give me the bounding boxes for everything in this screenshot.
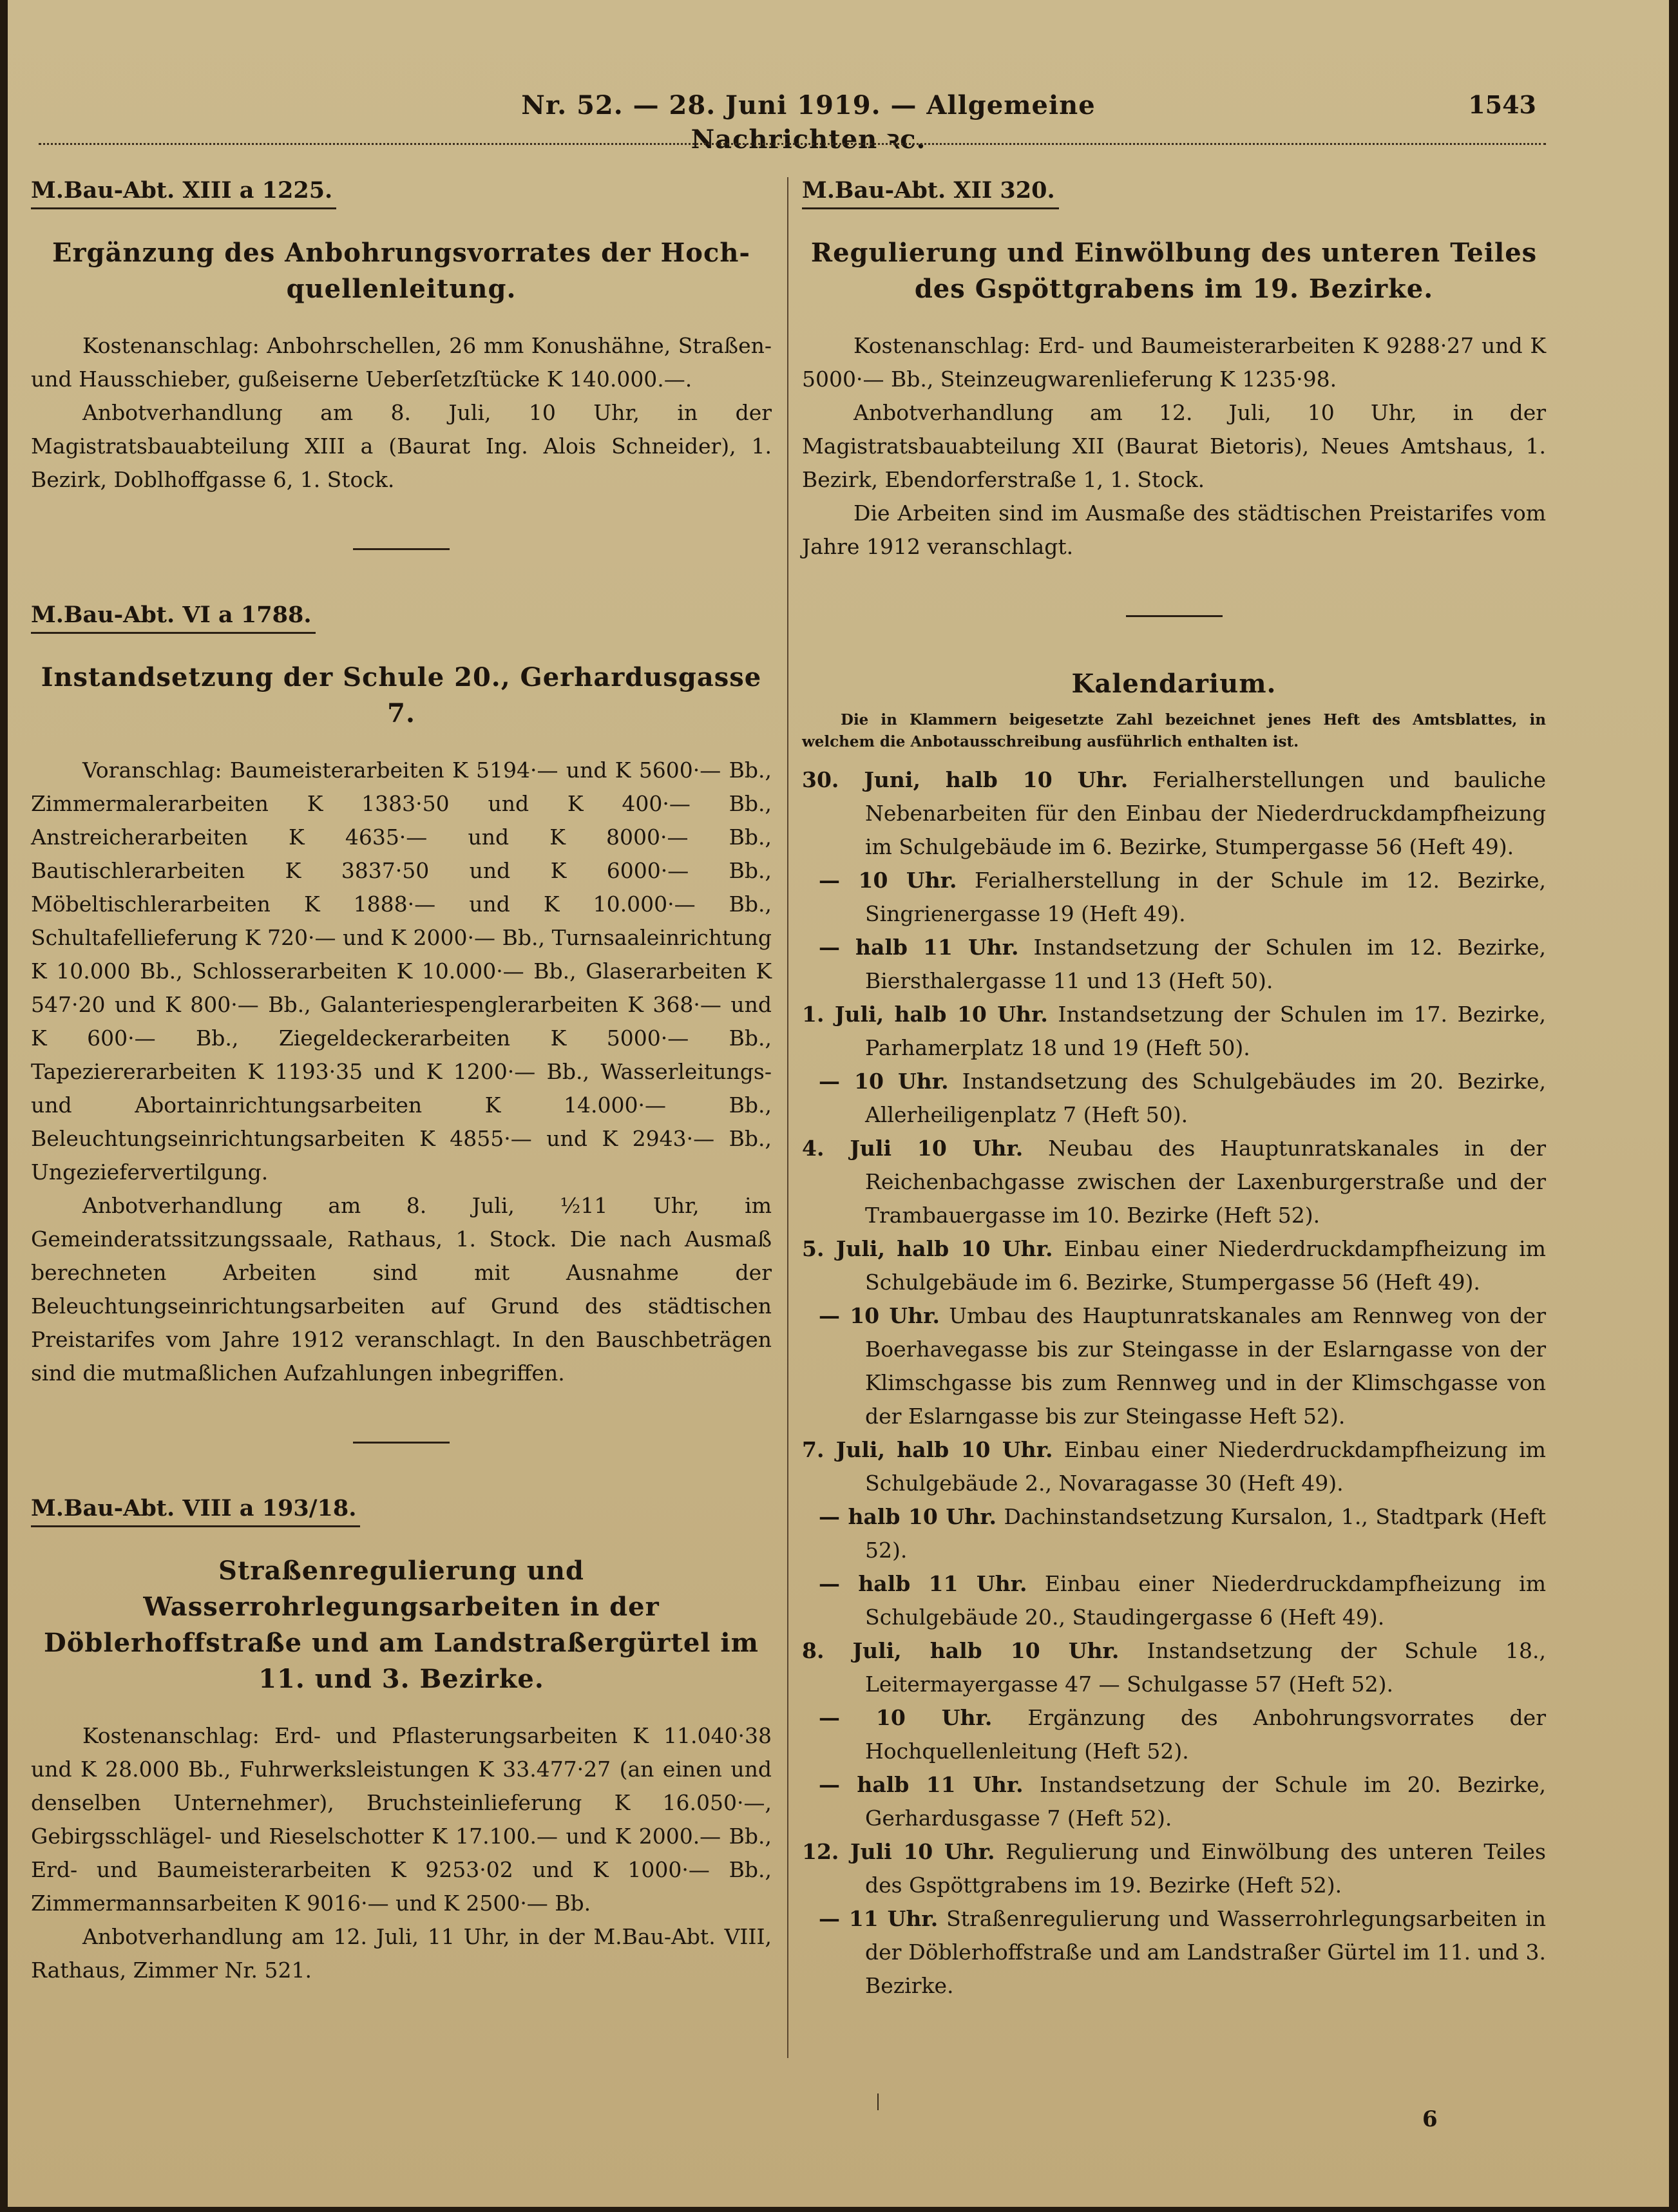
notice-strassenregulierung — [31, 1495, 772, 1987]
calendar-entry-text: Einbau einer Niederdruckdampfheizung im Schulgebäude im 6. Bezirke, Stumpergasse 56 (Heft 49). — [865, 1236, 1546, 1295]
calendar-entry-time: — halb 11 Uhr. — [819, 1571, 1027, 1596]
scan-edge-left — [0, 0, 8, 2212]
calendar-entry-time: — halb 11 Uhr. — [819, 935, 1019, 960]
calendar-note: Die in Klammern beigesetzte Zahl bezeichnet jenes Heft des Amtsblattes, in welchem die Anbotausschreibung ausführlich enthalten ist. — [802, 711, 1546, 750]
calendar-entries — [802, 763, 1546, 2003]
calendar-entry-time: 7. Juli, halb 10 Uhr. — [802, 1437, 1053, 1462]
calendar-entry — [802, 1567, 1546, 1634]
calendar-entry-text: Instandsetzung der Schulen im 12. Bezirke, Biersthalergasse 11 und 13 (Heft 50). — [865, 935, 1546, 993]
calendar-entry-time: 5. Juli, halb 10 Uhr. — [802, 1236, 1053, 1261]
calendar-entry — [802, 763, 1546, 864]
calendar-entry — [802, 1433, 1546, 1500]
calendar-entry-time: — 11 Uhr. — [819, 1906, 939, 1931]
calendar-entry-time: 1. Juli, halb 10 Uhr. — [802, 1002, 1048, 1027]
notice-title: Straßenregulierung und Wasserrohrlegungsarbeiten in der Döblerhoffstraße und am Landstraßergürtel im 11. und 3. Bezirke. — [44, 1556, 759, 1694]
calendar-entry — [802, 1634, 1546, 1701]
department-reference: M.Bau-Abt. VI a 1788. — [31, 602, 316, 634]
calendar-entry-text: Neubau des Hauptunratskanales in der Reichenbachgasse zwischen der Laxenburgerstraße und der Trambauergasse im 10. Bezirke (Heft 52). — [865, 1136, 1546, 1228]
calendar-entry — [802, 998, 1546, 1065]
notice-paragraph: Anbotverhandlung am 8. Juli, 10 Uhr, in der Magistratsbauabteilung XIII a (Baurat Ing. Alois Schneider), 1. Bezirk, Doblhoffgasse 6, 1. Stock. — [31, 400, 772, 492]
notice-paragraph: Die Arbeiten sind im Ausmaße des städtischen Preistarifes vom Jahre 1912 veranschlagt. — [802, 501, 1546, 559]
calendar-entry-text: Instandsetzung der Schule 18., Leitermayergasse 47 — Schulgasse 57 (Heft 52). — [865, 1638, 1546, 1697]
header-rule — [39, 143, 1546, 145]
notice-paragraph: Kostenanschlag: Anbohrschellen, 26 mm Konushähne, Straßen- und Hausschieber, gußeiserne Ueberſetzſtücke K 140.000.—. — [31, 333, 772, 392]
scan-edge-right — [1669, 0, 1678, 2212]
calendar-entry — [802, 864, 1546, 931]
column-divider — [787, 177, 788, 2058]
calendar-entry-text: Ergänzung des Anbohrungsvorrates der Hochquellenleitung (Heft 52). — [865, 1705, 1546, 1764]
calendar-entry — [802, 1299, 1546, 1433]
running-title: Nr. 52. — 28. Juni 1919. — Allgemeine Nachrichten ꝛc. — [521, 90, 1096, 155]
notice-paragraph: Anbotverhandlung am 8. Juli, ½11 Uhr, im Gemeinderatssitzungssaale, Rathaus, 1. Stock. Die nach Ausmaß berechneten Arbeiten sind mit Ausnahme der Beleuchtungseinrichtungsarbeiten auf Grund des städtischen Preistarifes vom Jahre 1912 veranschlagt. In den Bauschbeträgen sind die mutmaßlichen Aufzahlungen inbegriffen. — [31, 1193, 772, 1386]
notice-paragraph: Anbotverhandlung am 12. Juli, 11 Uhr, in der M.Bau-Abt. VIII, Rathaus, Zimmer Nr. 521. — [31, 1924, 772, 1983]
department-reference: M.Bau-Abt. XII 320. — [802, 177, 1059, 209]
calendar-entry-time: — 10 Uhr. — [819, 1303, 940, 1328]
calendar-entry-text: Instandsetzung der Schule im 20. Bezirke, Gerhardusgasse 7 (Heft 52). — [865, 1772, 1546, 1831]
notice-paragraph: Kostenanschlag: Erd- und Pflasterungsarbeiten K 11.040·38 und K 28.000 Bb., Fuhrwerksleistungen K 33.477·27 (an einen und denselben Unternehmer), Bruchsteinlieferung K 16.050·—, Gebirgsschlägel- und Rieselschotter K 17.100.— und K 2000.— Bb., Erd- und Baumeisterarbeiten K 9253·02 und K 1000·— Bb., Zimmermannsarbeiten K 9016·— und K 2500·— Bb. — [31, 1723, 772, 1916]
notice-title: Regulierung und Einwölbung des unteren Teiles des Gspöttgrabens im 19. Bezirke. — [810, 238, 1538, 304]
department-reference: M.Bau-Abt. XIII a 1225. — [31, 177, 336, 209]
left-column — [31, 177, 772, 1987]
calendar-entry-time: — 10 Uhr. — [819, 1069, 949, 1094]
section-rule — [353, 548, 450, 550]
notice-title: Ergänzung des Anbohrungsvorrates der Hoch-quellenleitung. — [52, 238, 751, 304]
notice-anbohrung — [31, 177, 772, 497]
page-header — [0, 90, 1678, 155]
calendar-entry — [802, 1232, 1546, 1299]
notice-title: Instandsetzung der Schule 20., Gerhardusgasse 7. — [41, 662, 762, 729]
notice-paragraph: Kostenanschlag: Erd- und Baumeisterarbeiten K 9288·27 und K 5000·— Bb., Steinzeugwarenlieferung K 1235·98. — [802, 333, 1546, 392]
calendar-entry-text: Ferialherstellungen und bauliche Nebenarbeiten für den Einbau der Niederdruckdampfheizung im Schulgebäude im 6. Bezirke, Stumpergasse 56 (Heft 49). — [865, 767, 1546, 859]
calendar-entry-time: 4. Juli 10 Uhr. — [802, 1136, 1024, 1161]
calendar-entry — [802, 931, 1546, 998]
calendar-entry-text: Instandsetzung der Schulen im 17. Bezirke, Parhamerplatz 18 und 19 (Heft 50). — [865, 1002, 1546, 1060]
calendar-entry-text: Umbau des Hauptunratskanales am Rennweg von der Boerhavegasse bis zur Steingasse in der Eslarngasse von der Klimschgasse bis zum Rennweg und in der Klimschgasse von der Eslarngasse bis zur Steingasse Heft 52). — [865, 1303, 1546, 1429]
calendar-title: Kalendarium. — [1071, 669, 1277, 699]
calendar-entry — [802, 1065, 1546, 1132]
right-column — [802, 177, 1546, 2003]
calendar-entry — [802, 1835, 1546, 1902]
calendar-entry — [802, 1132, 1546, 1232]
notice-paragraph: Anbotverhandlung am 12. Juli, 10 Uhr, in der Magistratsbauabteilung XII (Baurat Bietoris), Neues Amtshaus, 1. Bezirk, Ebendorferstraße 1, 1. Stock. — [802, 400, 1546, 492]
calendar-entry-time: 30. Juni, halb 10 Uhr. — [802, 767, 1129, 792]
calendar-entry-text: Einbau einer Niederdruckdampfheizung im Schulgebäude 20., Staudingergasse 6 (Heft 49). — [865, 1571, 1546, 1630]
calendar-entry-text: Straßenregulierung und Wasserrohrlegungsarbeiten in der Döblerhoffstraße und am Landstraßer Gürtel im 11. und 3. Bezirke. — [865, 1906, 1546, 1998]
calendar-entry-text: Ferialherstellung in der Schule im 12. Bezirke, Singrienergasse 19 (Heft 49). — [865, 868, 1546, 926]
calendar-entry — [802, 1500, 1546, 1567]
print-mark — [877, 2093, 879, 2110]
section-rule — [1126, 615, 1223, 617]
calendar-entry — [802, 1701, 1546, 1768]
calendar-entry-time: — 10 Uhr. — [819, 868, 957, 893]
calendar-entry-time: — 10 Uhr. — [819, 1705, 993, 1730]
notice-gspoettgraben — [802, 177, 1546, 564]
notice-paragraph: Voranschlag: Baumeisterarbeiten K 5194·— und K 5600·— Bb., Zimmermalerarbeiten K 1383·50 und K 400·— Bb., Anstreicherarbeiten K 4635·— und K 8000·— Bb., Bautischlerarbeiten K 3837·50 und K 6000·— Bb., Möbeltischlerarbeiten K 1888·— und K 10.000·— Bb., Schultafellieferung K 720·— und K 2000·— Bb., Turnsaaleinrichtung K 10.000 Bb., Schlosserarbeiten K 10.000·— Bb., Glaserarbeiten K 547·20 und K 800·— Bb., Galanteriespenglerarbeiten K 368·— und K 600·— Bb., Ziegeldeckerarbeiten K 5000·— Bb., Tapeziererarbeiten K 1193·35 und K 1200·— Bb., Wasserleitungs- und Abortainrichtungsarbeiten K 14.000·— Bb., Beleuchtungseinrichtungsarbeiten K 4855·— und K 2943·— Bb., Ungeziefervertilgung. — [31, 758, 772, 1185]
notice-schule-gerhardusgasse — [31, 602, 772, 1390]
calendar-entry-text: Instandsetzung des Schulgebäudes im 20. Bezirke, Allerheiligenplatz 7 (Heft 50). — [865, 1069, 1546, 1127]
page-number: 1543 — [1468, 90, 1536, 119]
section-rule — [353, 1442, 450, 1444]
calendar-entry-time: — halb 11 Uhr. — [819, 1772, 1024, 1797]
signature-mark: 6 — [1422, 2106, 1438, 2132]
calendar-entry — [802, 1902, 1546, 2003]
calendar-entry-time: 12. Juli 10 Uhr. — [802, 1839, 995, 1864]
calendar-entry-text: Dachinstandsetzung Kursalon, 1., Stadtpark (Heft 52). — [865, 1504, 1546, 1563]
calendar-entry-text: Einbau einer Niederdruckdampfheizung im Schulgebäude 2., Novaragasse 30 (Heft 49). — [865, 1437, 1546, 1496]
calendar-entry-time: 8. Juli, halb 10 Uhr. — [802, 1638, 1120, 1663]
department-reference: M.Bau-Abt. VIII a 193/18. — [31, 1495, 360, 1527]
calendar-entry-text: Regulierung und Einwölbung des unteren Teiles des Gspöttgrabens im 19. Bezirke (Heft 52). — [865, 1839, 1546, 1898]
scan-edge-bottom — [0, 2207, 1678, 2212]
calendar-section — [802, 669, 1546, 2003]
calendar-entry — [802, 1768, 1546, 1835]
calendar-entry-time: — halb 10 Uhr. — [819, 1504, 996, 1529]
